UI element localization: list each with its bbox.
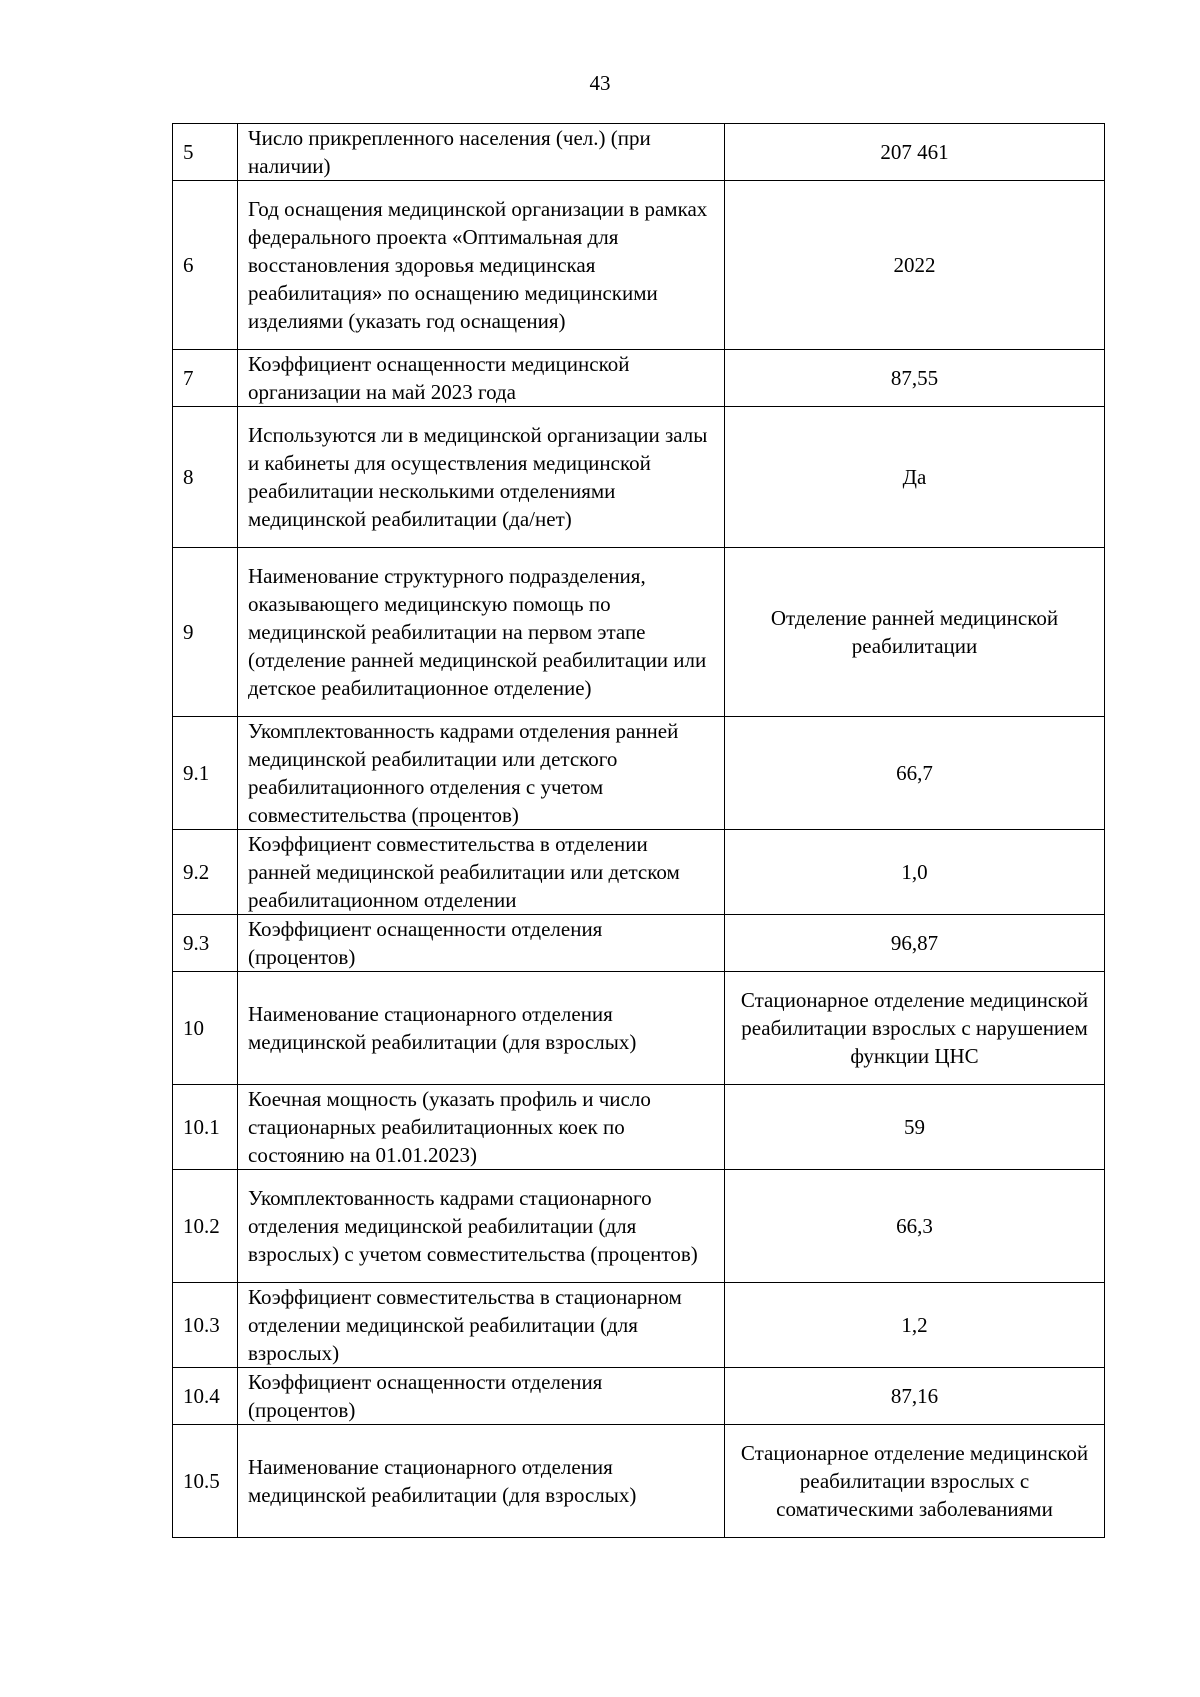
table-row xyxy=(173,717,1105,830)
table-row xyxy=(173,407,1105,548)
indicator-value-cell: 2022 xyxy=(725,181,1105,350)
indicator-value-cell: Отделение ранней медицинской реабилитации xyxy=(725,548,1105,717)
indicator-value-cell: 96,87 xyxy=(725,915,1105,972)
page-number: 43 xyxy=(589,71,611,95)
indicator-value-cell: 1,2 xyxy=(725,1283,1105,1368)
indicator-name-cell: Укомплектованность кадрами стационарного отделения медицинской реабилитации (для взрослых) с учетом совместительства (процентов) xyxy=(238,1170,725,1283)
indicator-name-cell: Коэффициент совместительства в отделении ранней медицинской реабилитации или детском реабилитационном отделении xyxy=(238,830,725,915)
row-number-cell: 10.3 xyxy=(173,1283,238,1368)
table-row xyxy=(173,124,1105,181)
table-row xyxy=(173,181,1105,350)
table-row xyxy=(173,830,1105,915)
indicators-table xyxy=(172,123,1105,1538)
row-number-cell: 10.2 xyxy=(173,1170,238,1283)
row-number-cell: 10 xyxy=(173,972,238,1085)
table-row xyxy=(173,972,1105,1085)
indicator-value-cell: 59 xyxy=(725,1085,1105,1170)
indicator-value-cell: Стационарное отделение медицинской реабилитации взрослых с соматическими заболеваниями xyxy=(725,1425,1105,1538)
row-number-cell: 10.1 xyxy=(173,1085,238,1170)
table-row xyxy=(173,1283,1105,1368)
table-body xyxy=(173,124,1105,1538)
indicator-name-cell: Число прикрепленного населения (чел.) (при наличии) xyxy=(238,124,725,181)
indicator-name-cell: Наименование стационарного отделения медицинской реабилитации (для взрослых) xyxy=(238,972,725,1085)
indicator-name-cell: Коечная мощность (указать профиль и число стационарных реабилитационных коек по состоянию на 01.01.2023) xyxy=(238,1085,725,1170)
row-number-cell: 9.1 xyxy=(173,717,238,830)
row-number-cell: 5 xyxy=(173,124,238,181)
indicator-value-cell: Да xyxy=(725,407,1105,548)
table-row xyxy=(173,1085,1105,1170)
indicator-name-cell: Коэффициент оснащенности отделения (процентов) xyxy=(238,915,725,972)
indicator-value-cell: 66,7 xyxy=(725,717,1105,830)
table-row xyxy=(173,1425,1105,1538)
indicator-value-cell: 87,16 xyxy=(725,1368,1105,1425)
indicator-name-cell: Укомплектованность кадрами отделения ранней медицинской реабилитации или детского реабилитационного отделения с учетом совместительства (процентов) xyxy=(238,717,725,830)
row-number-cell: 10.4 xyxy=(173,1368,238,1425)
table-row xyxy=(173,915,1105,972)
indicator-value-cell: 207 461 xyxy=(725,124,1105,181)
table-row xyxy=(173,548,1105,717)
indicator-value-cell: Стационарное отделение медицинской реабилитации взрослых с нарушением функции ЦНС xyxy=(725,972,1105,1085)
row-number-cell: 9.2 xyxy=(173,830,238,915)
table-row xyxy=(173,1368,1105,1425)
row-number-cell: 8 xyxy=(173,407,238,548)
indicator-name-cell: Наименование стационарного отделения медицинской реабилитации (для взрослых) xyxy=(238,1425,725,1538)
indicator-value-cell: 87,55 xyxy=(725,350,1105,407)
row-number-cell: 10.5 xyxy=(173,1425,238,1538)
indicator-name-cell: Коэффициент совместительства в стационарном отделении медицинской реабилитации (для взрослых) xyxy=(238,1283,725,1368)
indicator-name-cell: Наименование структурного подразделения, оказывающего медицинскую помощь по медицинской реабилитации на первом этапе (отделение ранней медицинской реабилитации или детское реабилитационное отделение) xyxy=(238,548,725,717)
indicator-name-cell: Коэффициент оснащенности отделения (процентов) xyxy=(238,1368,725,1425)
row-number-cell: 6 xyxy=(173,181,238,350)
row-number-cell: 7 xyxy=(173,350,238,407)
indicator-name-cell: Используются ли в медицинской организации залы и кабинеты для осуществления медицинской реабилитации несколькими отделениями медицинской реабилитации (да/нет) xyxy=(238,407,725,548)
row-number-cell: 9.3 xyxy=(173,915,238,972)
indicator-name-cell: Год оснащения медицинской организации в рамках федерального проекта «Оптимальная для восстановления здоровья медицинская реабилитация» по оснащению медицинскими изделиями (указать год оснащения) xyxy=(238,181,725,350)
table-row xyxy=(173,1170,1105,1283)
indicator-value-cell: 1,0 xyxy=(725,830,1105,915)
indicator-name-cell: Коэффициент оснащенности медицинской организации на май 2023 года xyxy=(238,350,725,407)
table-row xyxy=(173,350,1105,407)
indicator-value-cell: 66,3 xyxy=(725,1170,1105,1283)
row-number-cell: 9 xyxy=(173,548,238,717)
